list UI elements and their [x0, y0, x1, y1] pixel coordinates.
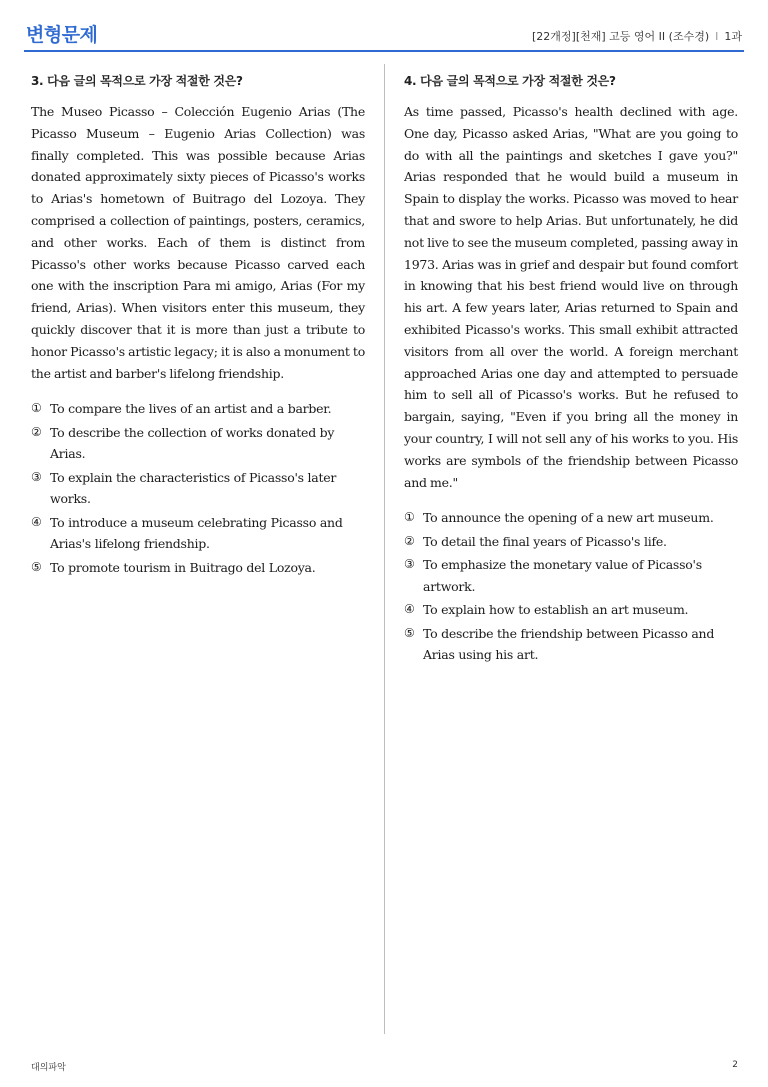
option-number: ② — [31, 424, 42, 439]
page-header — [24, 0, 744, 52]
answer-option-3[interactable] — [31, 467, 365, 510]
column-divider — [384, 64, 385, 1034]
question-passage: The Museo Picasso – Colección Eugenio Arias (The Picasso Museum – Eugenio Arias Collection) was finally completed. This was possible because Arias donated approximately sixty pieces of Picasso's works to Arias's hometown of Buitrago del Lozoya. They comprised a collection of paintings, posters, ceramics, and other works. Each of them is distinct from Picasso's other works because Picasso carved each one with the inscription Para mi amigo, Arias (For my friend, Arias). When visitors enter this museum, they quickly discover that it is more than just a tribute to honor Picasso's artistic legacy; it is also a monument to the artist and barber's lifelong friendship. — [31, 104, 365, 381]
answer-option-2[interactable] — [404, 531, 738, 553]
answer-option-4[interactable] — [404, 599, 738, 621]
page-title: 변형문제 — [26, 24, 98, 46]
option-text: To announce the opening of a new art museum. — [423, 510, 714, 526]
answer-options — [404, 507, 738, 666]
answer-option-5[interactable] — [31, 557, 365, 579]
footer-brand: 대의파악 — [31, 1063, 66, 1073]
option-text: To describe the friendship between Picasso and Arias using his art. — [423, 625, 715, 663]
unit-label: 1과 — [724, 30, 742, 43]
answer-option-4[interactable] — [31, 512, 365, 555]
course-info — [532, 28, 742, 44]
option-text: To compare the lives of an artist and a barber. — [50, 401, 332, 417]
answer-option-3[interactable] — [404, 554, 738, 597]
answer-options — [31, 398, 365, 578]
option-number: ③ — [31, 469, 42, 484]
question-3 — [31, 72, 365, 580]
question-passage: As time passed, Picasso's health declined with age. One day, Picasso asked Arias, "What are you going to do with all the paintings and sketches I gave you?" Arias responded that he would build a museum in Spain to display the works. Picasso was moved to hear that and swore to help Arias. But unfortunately, he did not live to see the museum completed, passing away in 1973. Arias was in grief and despair but found comfort in knowing that his best friend would live on through his art. A few years later, Arias returned to Spain and exhibited Picasso's works. This small exhibit attracted visitors from all over the world. A foreign merchant approached Arias one day and attempted to persuade him to sell all of Picasso's works. But he refused to bargain, saying, "Even if you bring all the money in your country, I will not sell any of his works to you. His works are symbols of the friendship between Picasso and me." — [404, 104, 738, 490]
option-number: ⑤ — [404, 625, 415, 640]
option-text: To describe the collection of works donated by Arias. — [50, 424, 335, 462]
answer-option-1[interactable] — [31, 398, 365, 420]
header-separator: I — [715, 30, 719, 43]
option-number: ① — [404, 510, 415, 525]
course-name: [22개정][천재] 고등 영어 II (조수경) — [532, 30, 710, 43]
answer-option-1[interactable] — [404, 507, 738, 529]
question-4 — [404, 72, 738, 668]
option-number: ③ — [404, 557, 415, 572]
option-number: ④ — [31, 514, 42, 529]
option-number: ① — [31, 401, 42, 416]
option-number: ② — [404, 533, 415, 548]
answer-option-2[interactable] — [31, 422, 365, 465]
option-text: To introduce a museum celebrating Picasso and Arias's lifelong friendship. — [50, 514, 343, 552]
answer-option-5[interactable] — [404, 623, 738, 666]
page-number: 2 — [732, 1060, 738, 1070]
option-text: To detail the final years of Picasso's life. — [423, 533, 667, 549]
question-title: 4. 다음 글의 목적으로 가장 적절한 것은? — [404, 74, 616, 88]
option-text: To explain the characteristics of Picasso's later works. — [50, 469, 337, 507]
option-text: To explain how to establish an art museum. — [423, 602, 689, 618]
option-text: To promote tourism in Buitrago del Lozoya. — [50, 559, 316, 575]
question-title: 3. 다음 글의 목적으로 가장 적절한 것은? — [31, 74, 243, 88]
option-number: ④ — [404, 602, 415, 617]
option-text: To emphasize the monetary value of Picasso's artwork. — [423, 557, 702, 594]
option-number: ⑤ — [31, 559, 42, 574]
